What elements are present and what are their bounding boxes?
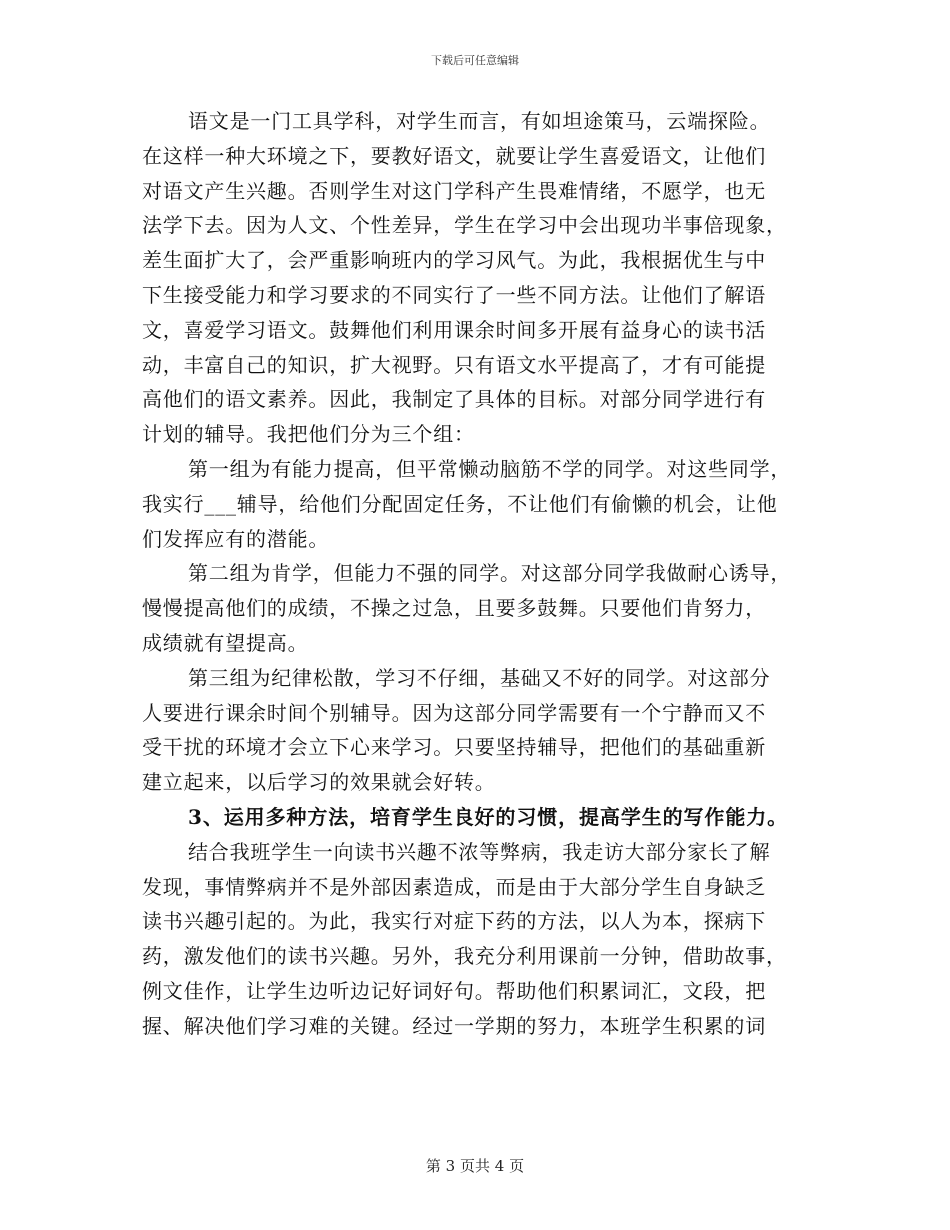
text-line: 法学下去。因为人文、个性差异，学生在学习中会出现功半事倍现象， [142, 213, 787, 238]
text-line: 在这样一种大环境之下，要教好语文，就要让学生喜爱语文，让他们 [142, 143, 766, 168]
text-line: 读书兴趣引起的。为此，我实行对症下药的方法，以人为本，探病下 [142, 909, 766, 934]
text-line: 下生接受能力和学习要求的不同实行了一些不同方法。让他们了解语 [142, 282, 766, 307]
text-line: 人要进行课余时间个别辅导。因为这部分同学需要有一个宁静而又不 [142, 700, 766, 725]
text-line: 对语文产生兴趣。否则学生对这门学科产生畏难情绪，不愿学，也无 [142, 178, 766, 203]
document-body [142, 104, 822, 1044]
text-line: 语文是一门工具学科，对学生而言，有如坦途策马，云端探险。 [188, 109, 771, 133]
page-number-footer: 第 3 页共 4 页 [425, 1157, 525, 1175]
text-line: 第二组为肯学，但能力不强的同学。对这部分同学我做耐心诱导， [188, 561, 792, 586]
page-header: 下载后可任意编辑 [431, 54, 519, 67]
text-line: 我实行___辅导，给他们分配固定任务，不让他们有偷懒的机会，让他 [142, 491, 778, 516]
text-line: 建立起来，以后学习的效果就会好转。 [142, 770, 496, 795]
text-line: 第三组为纪律松散，学习不仔细，基础又不好的同学。对这部分 [188, 665, 771, 690]
text-line: 受干扰的环境才会立下心来学习。只要坚持辅导，把他们的基础重新 [142, 735, 766, 760]
text-line: 第一组为有能力提高，但平常懒动脑筋不学的同学。对这些同学， [188, 456, 792, 481]
text-line: 差生面扩大了，会严重影响班内的学习风气。为此，我根据优生与中 [142, 248, 766, 273]
text-line: 握、解决他们学习难的关键。经过一学期的努力，本班学生积累的词 [142, 1013, 766, 1038]
text-line: 发现，事情弊病并不是外部因素造成，而是由于大部分学生自身缺乏 [142, 874, 766, 899]
text-line: 动，丰富自己的知识，扩大视野。只有语文水平提高了，才有可能提 [142, 352, 766, 377]
section-heading: 3、运用多种方法，培育学生良好的习惯，提高学生的写作能力。 [188, 804, 789, 829]
text-line: 慢慢提高他们的成绩，不操之过急，且要多鼓舞。只要他们肯努力， [142, 596, 766, 621]
text-line: 计划的辅导。我把他们分为三个组： [142, 422, 475, 447]
text-line: 成绩就有望提高。 [142, 630, 309, 655]
text-line: 药，激发他们的读书兴趣。另外，我充分利用课前一分钟，借助故事， [142, 944, 787, 969]
text-line: 结合我班学生一向读书兴趣不浓等弊病，我走访大部分家长了解 [188, 839, 771, 864]
text-line: 例文佳作，让学生边听边记好词好句。帮助他们积累词汇，文段，把 [142, 978, 766, 1003]
text-line: 文，喜爱学习语文。鼓舞他们利用课余时间多开展有益身心的读书活 [142, 317, 766, 342]
text-line: 们发挥应有的潜能。 [142, 526, 330, 551]
text-line: 高他们的语文素养。因此，我制定了具体的目标。对部分同学进行有 [142, 387, 766, 412]
